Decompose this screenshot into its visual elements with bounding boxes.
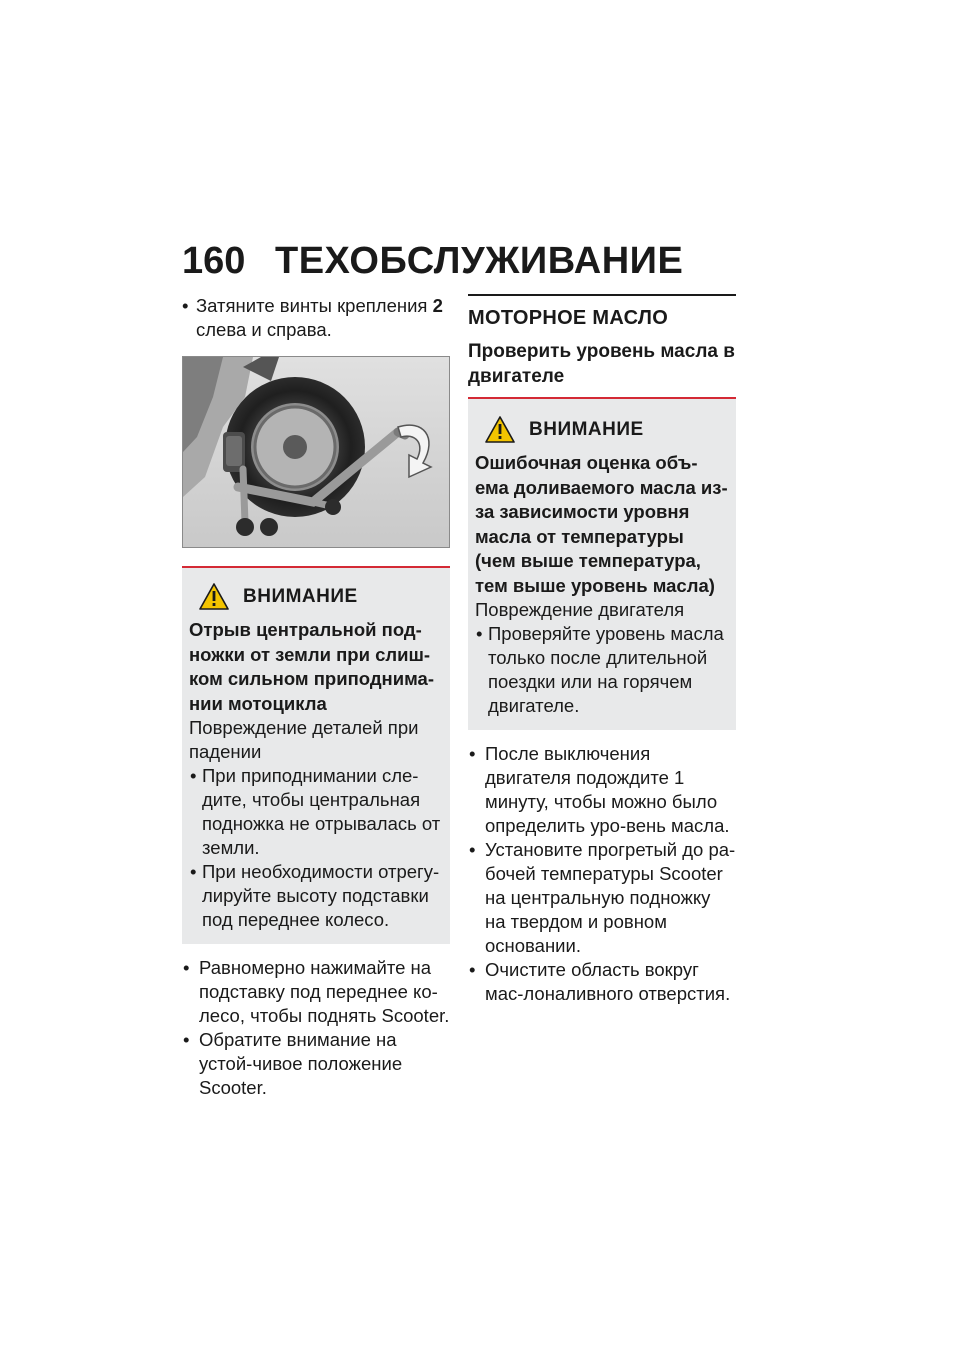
warning-box bbox=[468, 399, 736, 730]
warning-effect: Повреждение деталей при падении bbox=[189, 717, 419, 762]
list-item: • После выключения двигателя подождите 1 минуту, чтобы можно было определить уро-вень масла. bbox=[468, 742, 736, 838]
warning-title: ВНИМАНИЕ bbox=[529, 419, 644, 440]
step-tighten-screws bbox=[182, 294, 450, 342]
reference-number: 2 bbox=[432, 295, 443, 316]
steps-list bbox=[468, 742, 736, 1006]
right-column bbox=[468, 294, 736, 1006]
page-title: ТЕХОБСЛУЖИВАНИЕ bbox=[275, 240, 684, 282]
warning-title: ВНИМАНИЕ bbox=[243, 586, 358, 607]
step-text: Затяните винты крепления bbox=[196, 295, 433, 316]
warning-triangle-icon bbox=[485, 416, 515, 444]
warning-effect: Повреждение двигателя bbox=[475, 599, 685, 620]
warning-header bbox=[199, 580, 442, 614]
list-item: • Обратите внимание на устой-чивое положение Scooter. bbox=[182, 1028, 450, 1100]
warning-box bbox=[182, 566, 450, 944]
page-number: 160 bbox=[182, 240, 246, 282]
list-item: • Установите прогретый до ра-бочей температуры Scooter на центральную подножку на твердом и ровном основании. bbox=[468, 838, 736, 958]
front-wheel-stand-illustration bbox=[182, 356, 450, 548]
left-column bbox=[182, 294, 450, 1100]
sub-heading: Проверить уровень масла в двигателе bbox=[468, 341, 735, 387]
section-divider bbox=[468, 294, 736, 296]
steps-list bbox=[182, 956, 450, 1100]
list-item: • Очистите область вокруг мас-лоналивного отверстия. bbox=[468, 958, 736, 1006]
step-text-continued: слева и справа. bbox=[196, 319, 332, 340]
warning-cause: Ошибочная оценка объ-ема доливаемого масла из-за зависимости уровня масла от температуры (чем выше температура, тем выше уровень масла) bbox=[475, 452, 728, 596]
section-heading: МОТОРНОЕ МАСЛО bbox=[468, 307, 669, 329]
warning-action: • При приподнимании сле-дите, чтобы центральная подножка не отрывалась от земли. bbox=[189, 764, 442, 860]
list-item: • Равномерно нажимайте на подставку под переднее ко-лесо, чтобы поднять Scooter. bbox=[182, 956, 450, 1028]
warning-action: • При необходимости отрегу-лируйте высоту подставки под переднее колесо. bbox=[189, 860, 442, 932]
warning-action: • Проверяйте уровень масла только после длительной поездки или на горячем двигателе. bbox=[475, 622, 728, 718]
warning-cause: Отрыв центральной под-ножки от земли при слиш-ком сильном приподнима-нии мотоцикла bbox=[189, 619, 434, 714]
warning-triangle-icon bbox=[199, 583, 229, 611]
warning-header bbox=[485, 413, 728, 447]
